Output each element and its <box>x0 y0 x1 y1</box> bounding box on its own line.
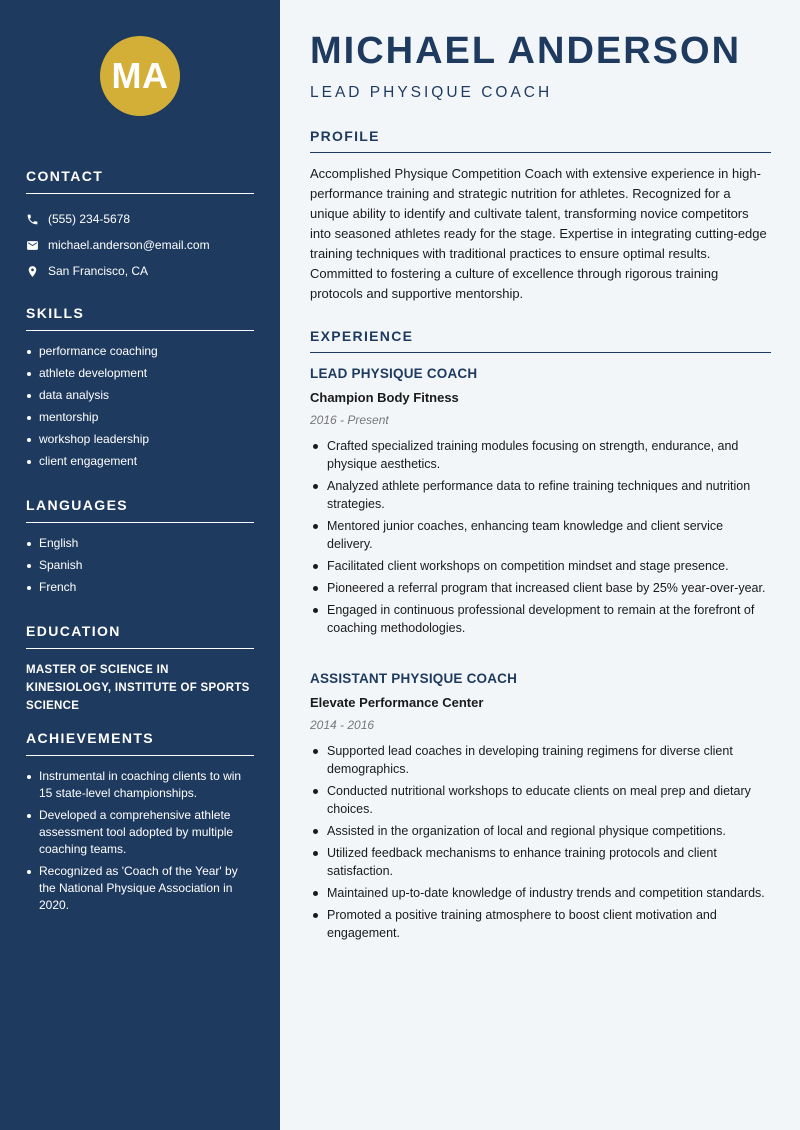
skill-item: performance coaching <box>26 343 254 360</box>
job-bullets <box>310 742 771 942</box>
language-item: Spanish <box>26 557 254 574</box>
achievements-section <box>26 730 254 919</box>
job-bullet: Maintained up-to-date knowledge of industry trends and competition standards. <box>310 884 771 902</box>
skills-section <box>26 305 254 475</box>
achievement-item: Instrumental in coaching clients to win 15 state-level championships. <box>26 768 254 802</box>
skill-item: workshop leadership <box>26 431 254 448</box>
languages-list <box>26 535 254 596</box>
job-entry <box>310 366 771 641</box>
job-company: Champion Body Fitness <box>310 390 459 405</box>
education-heading: EDUCATION <box>26 623 254 649</box>
job-entry <box>310 671 771 946</box>
education-section <box>26 623 254 715</box>
job-company: Elevate Performance Center <box>310 695 484 710</box>
job-bullet: Conducted nutritional workshops to educate clients on meal prep and dietary choices. <box>310 782 771 818</box>
language-item: French <box>26 579 254 596</box>
achievements-heading: ACHIEVEMENTS <box>26 730 254 756</box>
job-bullet: Supported lead coaches in developing training regimens for diverse client demographics. <box>310 742 771 778</box>
achievement-item: Recognized as 'Coach of the Year' by the National Physique Association in 2020. <box>26 863 254 914</box>
skill-item: athlete development <box>26 365 254 382</box>
profile-heading: PROFILE <box>310 128 771 153</box>
email-text: michael.anderson@email.com <box>48 238 210 252</box>
sidebar <box>0 0 280 1130</box>
job-bullet: Utilized feedback mechanisms to enhance training protocols and client satisfaction. <box>310 844 771 880</box>
location-text: San Francisco, CA <box>48 264 149 278</box>
job-bullet: Pioneered a referral program that increased client base by 25% year-over-year. <box>310 579 771 597</box>
contact-section <box>26 168 254 284</box>
skill-item: client engagement <box>26 453 254 470</box>
achievement-item: Developed a comprehensive athlete assessment tool adopted by multiple coaching teams. <box>26 807 254 858</box>
phone-text: (555) 234-5678 <box>48 212 131 226</box>
candidate-title: LEAD PHYSIQUE COACH <box>310 84 553 101</box>
job-bullet: Mentored junior coaches, enhancing team knowledge and client service delivery. <box>310 517 771 553</box>
skills-heading: SKILLS <box>26 305 254 331</box>
avatar: MA <box>100 36 180 116</box>
job-title: LEAD PHYSIQUE COACH <box>310 366 478 381</box>
job-title: ASSISTANT PHYSIQUE COACH <box>310 671 518 686</box>
job-dates: 2014 - 2016 <box>310 718 375 732</box>
job-dates: 2016 - Present <box>310 413 389 427</box>
mail-icon <box>26 239 48 252</box>
skill-item: mentorship <box>26 409 254 426</box>
job-bullet: Assisted in the organization of local and regional physique competitions. <box>310 822 771 840</box>
contact-email <box>26 232 254 258</box>
candidate-name: MICHAEL ANDERSON <box>310 30 742 72</box>
contact-location <box>26 258 254 284</box>
job-bullet: Analyzed athlete performance data to refine training techniques and nutrition strategies. <box>310 477 771 513</box>
contact-heading: CONTACT <box>26 168 254 194</box>
job-bullets <box>310 437 771 637</box>
experience-heading: EXPERIENCE <box>310 328 771 353</box>
job-bullet: Promoted a positive training atmosphere to boost client motivation and engagement. <box>310 906 771 942</box>
job-bullet: Engaged in continuous professional development to remain at the forefront of coaching methodologies. <box>310 601 771 637</box>
profile-text: Accomplished Physique Competition Coach with extensive experience in high-performance training and strategic nutrition for athletes. Recognized for a unique ability to identify and cultivate talent, transforming novice competitors into seasoned athletes ready for the stage. Expertise in integrating cutting-edge training techniques with traditional practices to ensure optimal results. Committed to fostering a culture of excellence through rigorous training protocols and supportive mentorship. <box>310 166 767 301</box>
job-bullet: Crafted specialized training modules focusing on strength, endurance, and physique aesthetics. <box>310 437 771 473</box>
skill-item: data analysis <box>26 387 254 404</box>
language-item: English <box>26 535 254 552</box>
languages-heading: LANGUAGES <box>26 497 254 523</box>
education-degree: MASTER OF SCIENCE IN KINESIOLOGY, INSTITUTE OF SPORTS SCIENCE <box>26 664 250 712</box>
job-bullet: Facilitated client workshops on competition mindset and stage presence. <box>310 557 771 575</box>
achievements-list <box>26 768 254 914</box>
phone-icon <box>26 213 48 226</box>
location-pin-icon <box>26 265 48 278</box>
skills-list <box>26 343 254 470</box>
contact-phone <box>26 206 254 232</box>
languages-section <box>26 497 254 601</box>
